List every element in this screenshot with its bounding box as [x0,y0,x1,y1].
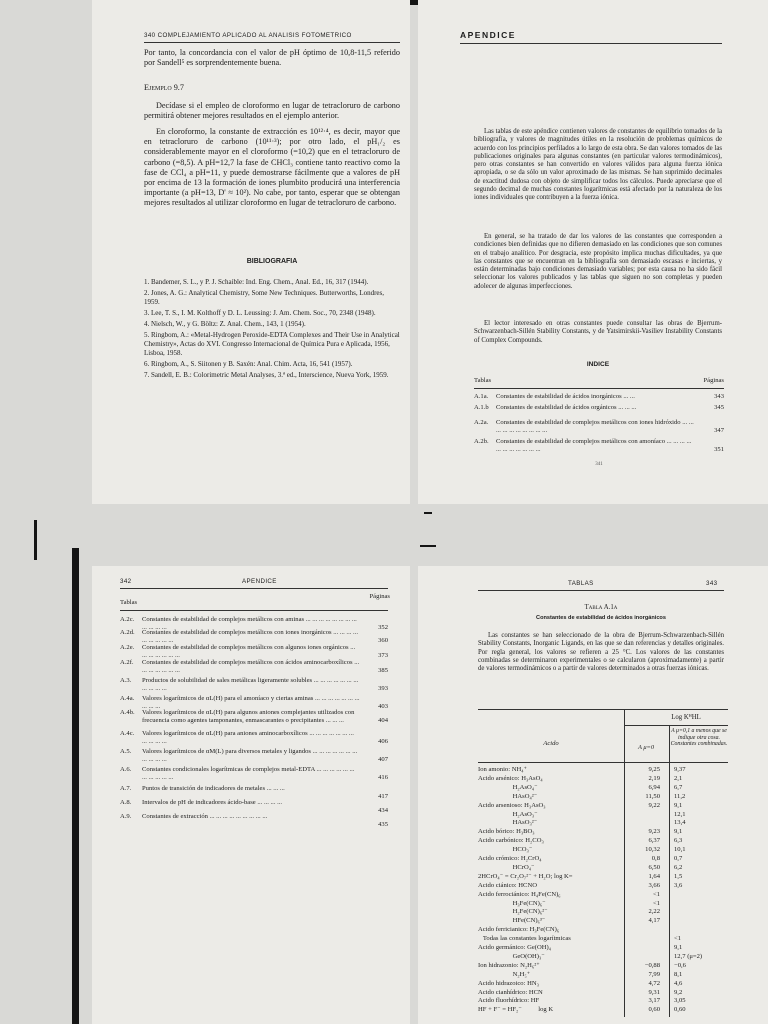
index-page: 352 [378,624,388,631]
index-row [474,404,724,412]
acid-name: Acido bórico: H₃BO₃ [478,828,535,836]
reference-5: 5. Ringbom, A.: «Metal-Hydrogen Peroxide-EDTA Complexes and Their Use in Analytical Chemistry», Actas do XVI. Congresso Internacional de Química Pura e Aplicada, 1956, Lisboa, 1958. [144,331,400,357]
index-page: 404 [378,717,388,724]
value-mu01: 3,6 [674,881,683,889]
index-id: A.2b. [474,438,489,445]
index-id: A.4c. [120,730,135,737]
table-vline [624,709,625,1017]
reference-2: 2. Jones, A. G.: Analytical Chemistry, Some New Techniques. Butterworths, Londres, 1959. [144,289,385,306]
head-rule [144,42,400,43]
index-text: Productos de solubilidad de sales metálicas ligeramente solubles ... ... ... ... ... ... ... ... ... ... ... [142,677,359,692]
index-row [120,644,388,660]
acid-name: Acido crómico: H₂CrO₄ [478,855,542,862]
page-343 [418,566,768,1024]
index-page: 385 [378,667,388,674]
value-mu01: 9,2 [674,988,683,996]
index-page: 435 [378,821,388,828]
table-vline [669,725,670,1017]
running-head: TABLAS [568,580,594,587]
value-mu01: 6,2 [674,863,683,871]
acid-name: N₂H₅⁺ [478,970,531,978]
value-mu01: 0,60 [674,1006,686,1014]
value-mu0: 9,31 [648,988,660,996]
acid-name: HF + F⁻ = HF₂⁻ log K [478,1006,554,1014]
index-text: Constantes condicionales logarítmicas de complejos metal-EDTA ... ... ... ... ... ... ... ... ... ... ... [142,766,355,781]
acid-name: Acido germánico: Ge(OH)₄ [478,944,551,951]
head-rule [120,588,388,589]
col-left: Tablas [120,599,138,606]
index-text: Constantes de extracción ... ... ... ... ... ... ... ... ... [142,813,268,820]
index-text: Constantes de estabilidad de complejos metálicos con aminas ... ... ... ... ... ... ... ... ... ... ... ... [142,616,357,631]
index-id: A.4a. [120,695,135,702]
paragraph: Por tanto, la concordancia con el valor de pH óptimo de 10,8-11,5 referido por Sandell⁵ es sorprendentemente buena. [144,48,400,68]
value-mu0: 2,22 [648,908,660,916]
index-text: Intervalos de pH de indicadores ácido-base ... ... ... ... [142,799,283,806]
index-id: A.6. [120,766,132,773]
acid-name: HAsO₄²⁻ [478,792,538,800]
acid-name: HCO₃⁻ [478,846,533,854]
index-row [120,629,388,645]
paragraph: El lector interesado en otras constantes puede consultar las obras de Bjerrum-Schwarzenbach-Sillén Stability Constants, y de Yatsimirskii-Vasiliev Instability Constants of Complex Compounds. [474,320,722,344]
acid-name: Acido fluorhídrico: HF [478,997,540,1005]
value-mu0: 0,8 [651,855,660,862]
value-mu01: 12,1 [674,810,686,818]
acid-name: GeO(OH)₃⁻ [478,952,545,960]
index-id: A.5. [120,748,132,755]
bibliography-list [144,278,400,380]
index-page: 434 [378,807,388,814]
value-mu0: 6,37 [648,837,660,845]
index-text: Constantes de estabilidad de ácidos orgánicos ... ... ... [496,404,637,411]
scan-edge-left-top [34,520,37,560]
page-number: 342 [120,578,132,585]
index-id: A.9. [120,813,132,820]
reference-6: 6. Ringbom, A., S. Siitonen y B. Saxén: Anal. Chim. Acta, 16, 541 (1957). [144,360,353,368]
index-page: 417 [378,793,388,800]
table-top-rule [478,709,728,710]
acid-name: Acido arsénico: H₃AsO₄ [478,774,543,782]
index-id: A.8. [120,799,132,806]
index-page: 373 [378,652,388,659]
index-page: 347 [714,427,724,434]
value-mu01: 1,5 [674,872,683,880]
index-id: A.1a. [474,393,489,400]
index-text: Constantes de estabilidad de ácidos inorgánicos ... ... [496,393,635,400]
index-row [120,709,388,725]
scan-edge-left-bottom [72,548,79,1024]
bibliography-title: BIBLIOGRAFIA [246,258,298,265]
value-mu0: 6,94 [648,783,660,791]
table-label: Tabla A.1a [584,604,618,611]
page-340 [92,0,410,504]
value-mu0: 9,25 [648,766,660,773]
page-341 [418,0,768,504]
acid-name: 2HCrO₄⁻ = Cr₂O₇²⁻ + H₂O; log K= [478,872,573,880]
index-id: A.7. [120,785,132,792]
value-mu0: 9,22 [648,801,660,809]
acid-name: H₃Fe(CN)₆⁻ [478,899,546,907]
value-mu01: 11,2 [674,792,686,800]
value-mu01: 3,05 [674,997,686,1005]
index-id: A.2e. [120,644,135,651]
gutter-mark-2 [424,512,432,514]
index-text: Puntos de transición de indicadores de metales ... ... ... [142,785,285,792]
acid-name: Todas las constantes logarítmicas [478,935,571,943]
value-mu01: 9,1 [674,828,683,836]
index-text: Constantes de estabilidad de complejos metálicos con amoníaco ... ... ... ... ... ... ... ... ... ... ... [496,438,692,453]
index-text: Constantes de estabilidad de complejos metálicos con iones hidróxido ... ... ... ... ... ... ... ... ... ... [496,419,694,434]
value-mu0: <1 [652,899,660,907]
index-page: 351 [714,446,724,453]
value-mu0: 10,32 [645,846,660,854]
value-mu0: −0,88 [644,961,660,969]
paragraph: En cloroformo, la constante de extracción es 10¹²·⁴, es decir, mayor que en tetracloruro de carbono (10¹¹·³); por otro lado, el pH₁/₂ es considerablemente mayor en el cloroformo (=10,2) que en el tetracloruro de carbono (=8,5). A pH=12,7 la fase de CHCl₃ contiene tanto reactivo como la fase de CCl₄ a pH=11, y puede demostrarse fácilmente que a valores de pH por encima de 13 la formación de iones plumbito producirá una interferencia importante (a pH=13, D' ≈ 10²). No cabe, por tanto, esperar que se obtengan mejores resultados al utilizar cloroformo en lugar de tetracloruro de carbono. [144,127,400,208]
table-intro: Las constantes se han seleccionado de la obra de Bjerrum-Schwarzenbach-Sillén Stability Constants, Inorganic Ligands, en las que se dan referencias y detalles originales. Por regla general, los valores se refieren a 25 °C. Los valores de las constantes combinadas se determinaron experimentales o se calcularon (aproximadamente) a partir de valores termodinámicos o a partir de valores determinados a otras fuerzas iónicas. [478,632,724,673]
index-page: 403 [378,703,388,710]
index-text: Constantes de estabilidad de complejos metálicos con iones inorgánicos ... ... ... ... ... ... ... ... ... [142,629,358,644]
acid-name: Ion hidrazonio: N₂H₆²⁺ [478,961,540,969]
index-row [120,766,388,782]
col-right: Páginas [369,593,390,600]
value-mu0: 11,50 [645,792,660,800]
value-mu01: 8,1 [674,970,683,978]
index-text: Valores logarítmicos de αL(H) para algunos aniones complejantes utilizados con frecuencia como agentes tamponantes, enmascarantes o precipitantes ... ... ... [142,709,355,724]
acid-name: Ion amonio: NH₄⁺ [478,766,527,773]
page-number: 343 [706,580,718,587]
index-text: Constantes de estabilidad de complejos metálicos con algunos iones orgánicos ... ... ... ... ... ... ... [142,644,356,659]
index-text: Constantes de estabilidad de complejos metálicos con ácidos aminocarboxílicos ... ... ... ... ... ... ... [142,659,360,674]
value-mu0: 0,60 [648,1006,660,1014]
value-mu0: 7,99 [648,970,660,978]
value-mu01: 12,7 (μ=2) [674,952,703,960]
index-row [120,730,388,746]
index-row [474,438,724,454]
index-text: Valores logarítmicos de αL(H) para aniones aminocarboxílicos ... ... ... ... ... ... ... ... ... ... ... [142,730,354,745]
acid-name: Acido ciánico: HCNO [478,881,537,889]
acid-name: Acido arsenioso: H₃AsO₃ [478,801,546,809]
value-mu01: 2,1 [674,774,683,782]
acid-name: Acido hidrazoico: HN₃ [478,979,539,987]
index-title: INDICE [586,361,610,368]
index-text: Valores logarítmicos de αL(H) para el amoníaco y ciertas aminas ... ... ... ... ... ... ... ... ... ... [142,695,360,710]
index-id: A.4b. [120,709,135,716]
table-head-col1: A μ=0 [637,744,655,751]
value-mu01: 9,37 [674,766,686,773]
value-mu01: 9,1 [674,944,683,951]
value-mu01: 13,4 [674,819,686,827]
index-row [120,677,388,693]
acid-name: H₂Fe(CN)₆²⁻ [478,908,548,916]
index-col-right: Páginas [703,377,724,384]
value-mu01: −0,6 [674,961,686,969]
acid-name: H₂AsO₄⁻ [478,783,538,791]
head-rule [460,43,722,44]
index-page: 343 [714,393,724,400]
acid-name: Acido ferricianico: H₃Fe(CN)₆ [478,926,560,934]
value-mu0: <1 [652,890,660,898]
acid-name: Acido carbónico: H₂CO₃ [478,837,544,845]
index-page: 406 [378,738,388,745]
value-mu0: 9,23 [648,828,660,836]
running-head: 340 COMPLEJAMIENTO APLICADO AL ANALISIS FOTOMETRICO [144,32,352,39]
value-mu0: 4,17 [648,917,660,925]
value-mu01: 9,1 [674,801,683,809]
value-mu0: 6,50 [648,863,660,871]
index-row [120,659,388,675]
index-page: 345 [714,404,724,411]
table-head-col2: A μ=0,1 a menos que se indique otra cosa. Constantes combinadas. [670,728,728,748]
page-title: APENDICE [460,30,516,40]
index-rule [474,388,724,389]
running-head: APENDICE [242,578,277,585]
index-row [474,393,724,401]
index-col-left: Tablas [474,377,492,384]
index-row [120,813,388,829]
page-342 [92,566,410,1024]
value-mu0: 3,66 [648,881,660,889]
value-mu01: 6,3 [674,837,683,845]
index-text: Valores logarítmicos de αM(L) para diversos metales y ligandos ... ... ... ... ... ... ... ... ... ... ... [142,748,358,763]
acid-name: HCrO₄⁻ [478,863,535,871]
index-id: A.2a. [474,419,489,426]
index-id: A.3. [120,677,132,684]
table-title: Constantes de estabilidad de ácidos inorgánicos [536,615,666,621]
gutter-mark [420,545,436,547]
table-head-log: Log KᴴHL [671,714,701,721]
value-mu01: 10,1 [674,846,686,854]
acid-name: HFe(CN)₆³⁻ [478,917,546,925]
acid-name: HAsO₃²⁻ [478,819,538,827]
table-rule [120,610,388,611]
paragraph: Decídase si el empleo de cloroformo en lugar de tetracloruro de carbono permitirá obtener mejores resultados en el ejemplo anterior. [144,101,400,121]
reference-1: 1. Bandemer, S. L., y P. J. Schaible: Ind. Eng. Chem., Anal. Ed., 16, 317 (1944). [144,278,369,286]
index-id: A.2f. [120,659,134,666]
acid-name: Acido cianhídrico: HCN [478,988,543,996]
reference-4: 4. Nielsch, W., y G. Böltz: Z. Anal. Chem., 143, 1 (1954). [144,320,306,328]
value-mu0: 3,17 [648,997,660,1005]
reference-3: 3. Lee, T. S., I. M. Kolthoff y D. L. Leussing: J. Am. Chem. Soc., 70, 2348 (1948). [144,309,376,317]
value-mu0: 1,64 [648,872,660,880]
value-mu01: 0,7 [674,855,683,862]
index-row [474,419,724,435]
paragraph: En general, se ha tratado de dar los valores de las constantes que corresponden a condiciones bien definidas que no difieren demasiado en las condiciones que son comunes en el trabajo analítico. Por desgracia, este propósito implica muchas dificultades, ya que las constantes que se encuentran en la bibliografía son demasiado escasas e inciertas, y están determinadas bajo condiciones demasiado variables; por esta causa no ha sido fácil seleccionar los valores publicados y las tablas que siguen no son completas y pueden adolecer de algunas imperfecciones. [474,233,722,290]
value-mu01: <1 [674,935,682,943]
table-head-acid: Acido [543,740,559,747]
head-rule [478,590,724,591]
index-page: 416 [378,774,388,781]
index-page: 407 [378,756,388,763]
table-head-bottom-rule [478,762,728,763]
table-head-rule-small [624,725,728,726]
index-id: A.2c. [120,616,135,623]
value-mu01: 6,7 [674,783,683,791]
value-mu0: 4,72 [648,979,660,987]
acid-name: H₂AsO₃⁻ [478,810,538,818]
index-row [120,748,388,764]
folio: 341 [595,462,603,467]
index-page: 360 [378,637,388,644]
example-heading: Ejemplo 9.7 [144,83,184,92]
index-id: A.1.b [474,404,489,411]
paragraph: Las tablas de este apéndice contienen valores de constantes de equilibrio tomados de la bibliografía, y valores de magnitudes útiles en la resolución de problemas químicos de acuerdo con los principios perfilados a lo largo de esta obra. Se dan valores tomados de las publicaciones originales para algunas constantes (en particular valores termodinámicos), pero otras constantes se han convertido en valores válidos para alguna fuerza iónica apropiada, o se da sólo un valor aproximado de las mismas. Se han suprimido decimales de exactitud dudosa con objeto de simplificar todos los cálculos. Puede apreciarse que el segundo decimal de muchas constantes logarítmicas está afectado por la naturaleza de los iones individuales que contribuyen a la fuerza iónica. [474,128,722,202]
index-page: 393 [378,685,388,692]
reference-7: 7. Sandell, E. B.: Colorimetric Metal Analyses, 3.ª ed., Interscience, Nueva York, 1959. [144,371,389,379]
acid-name: Acido ferrociánico: H₄Fe(CN)₆ [478,890,561,898]
index-id: A.2d. [120,629,135,636]
value-mu0: 2,19 [648,774,660,782]
value-mu01: 4,6 [674,979,683,987]
